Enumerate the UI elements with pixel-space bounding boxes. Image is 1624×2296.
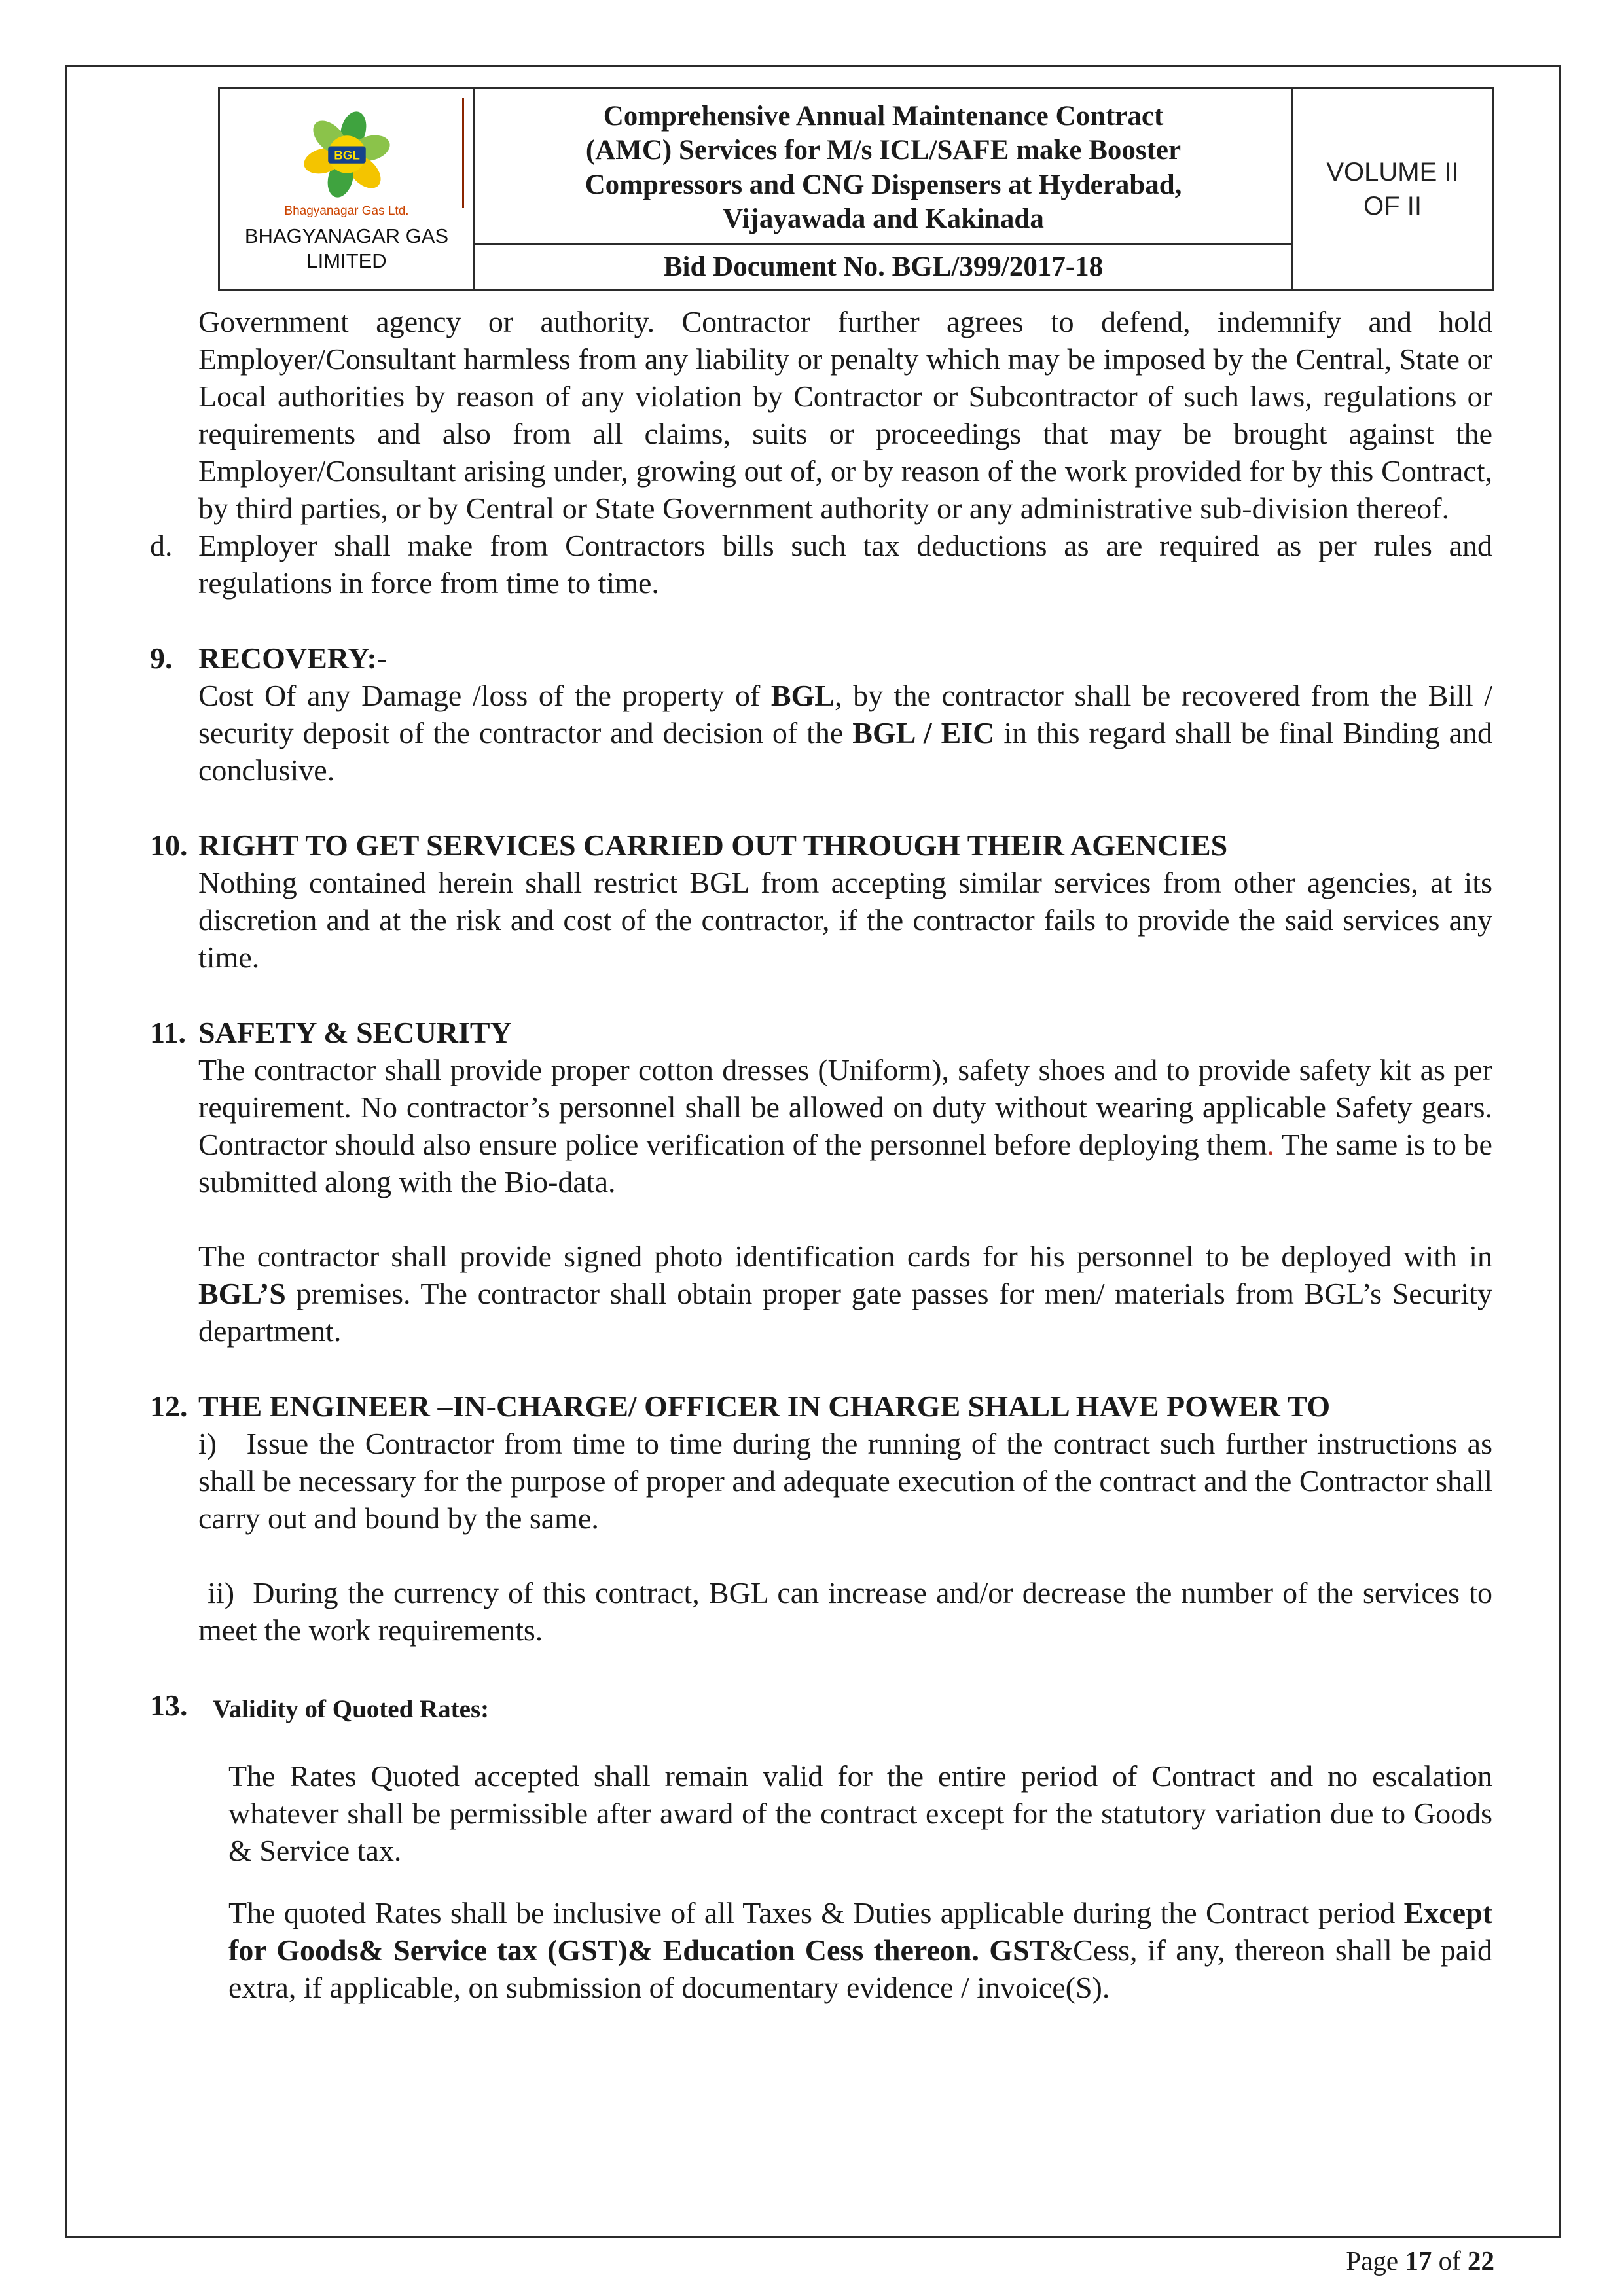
text-run: premises. The contractor shall obtain proper gate passes for men/ materials from BGL’s Security department. bbox=[198, 1276, 1492, 1348]
logo-divider-rule bbox=[462, 98, 464, 208]
list-item-label: d. bbox=[150, 528, 173, 562]
document-header bbox=[218, 87, 1494, 291]
section-title: RIGHT TO GET SERVICES CARRIED OUT THROUGH THEIR AGENCIES bbox=[198, 828, 1228, 862]
section-9-heading bbox=[150, 639, 1492, 677]
text-run: , by the contractor shall be recovered from the Bill / security deposit of the contractor and decision of the bbox=[198, 678, 1492, 749]
section-number: 12. bbox=[150, 1389, 188, 1423]
section-9-paragraph bbox=[198, 677, 1492, 789]
text-run: in this regard shall be final Binding and conclusive. bbox=[198, 715, 1492, 787]
document-title bbox=[475, 89, 1291, 243]
section-10-heading bbox=[150, 827, 1492, 864]
title-line: Comprehensive Annual Maintenance Contract bbox=[603, 101, 1164, 132]
section-11-heading bbox=[150, 1014, 1492, 1051]
bid-document-number: Bid Document No. BGL/399/2017-18 bbox=[475, 243, 1291, 289]
footer-text: Page bbox=[1346, 2246, 1405, 2276]
section-title: SAFETY & SECURITY bbox=[198, 1015, 512, 1049]
list-item-d bbox=[150, 527, 1492, 601]
text-run: The contractor shall provide signed photo identification cards for his personnel to be deployed with in bbox=[198, 1239, 1492, 1273]
footer-text: of bbox=[1432, 2246, 1468, 2276]
section-12-paragraph-2: ii) During the currency of this contract, BGL can increase and/or decrease the number of the services to meet the work requirements. bbox=[198, 1575, 1492, 1647]
text-run-bold: Except for Goods& Service tax (GST)& Education Cess thereon. GST bbox=[228, 1895, 1492, 1967]
page-footer bbox=[1346, 2245, 1494, 2276]
section-13-paragraph-1: The Rates Quoted accepted shall remain valid for the entire period of Contract and no escalation whatever shall be permissible after award of the contract except for the statutory variation due to Goods & Service tax. bbox=[228, 1759, 1492, 1867]
list-item-text: Employer shall make from Contractors bills such tax deductions as are required as per rules and regulations in force from time to time. bbox=[198, 528, 1492, 600]
volume-line: VOLUME II bbox=[1326, 157, 1459, 187]
text-run: The same is to be submitted along with the Bio-data. bbox=[198, 1127, 1492, 1198]
section-10-paragraph: Nothing contained herein shall restrict BGL from accepting similar services from other agencies, at its discretion and at the risk and cost of the contractor, if the contractor fails to provide the said services any time. bbox=[198, 865, 1492, 974]
section-13-heading bbox=[150, 1687, 1492, 1728]
header-row bbox=[219, 88, 1493, 291]
text-run: The quoted Rates shall be inclusive of all Taxes & Duties applicable during the Contract period bbox=[228, 1895, 1404, 1929]
text-run: Cost Of any Damage /loss of the property of bbox=[198, 678, 771, 712]
section-11-paragraph-2 bbox=[198, 1238, 1492, 1350]
text-run-bold: BGL / EIC bbox=[852, 715, 995, 749]
title-line: Vijayawada and Kakinada bbox=[723, 204, 1044, 235]
section-13-paragraph-2 bbox=[228, 1894, 1492, 2006]
text-run-bold: BGL bbox=[770, 678, 835, 712]
section-number: 13. bbox=[150, 1688, 188, 1722]
volume-cell bbox=[1293, 88, 1493, 291]
section-11-paragraph-1 bbox=[198, 1051, 1492, 1200]
section-number: 10. bbox=[150, 828, 188, 862]
title-line: Compressors and CNG Dispensers at Hyderabad, bbox=[585, 169, 1182, 200]
text-run: &Cess, if any, thereon shall be paid extra, if applicable, on submission of documentary evidence / invoice(S). bbox=[228, 1933, 1493, 2004]
title-cell bbox=[475, 88, 1293, 291]
page-number: 17 bbox=[1405, 2246, 1432, 2276]
logo-caption: Bhagyanagar Gas Ltd. bbox=[284, 204, 409, 218]
section-number: 9. bbox=[150, 641, 173, 675]
section-title: Validity of Quoted Rates: bbox=[213, 1695, 490, 1723]
title-line: (AMC) Services for M/s ICL/SAFE make Booster bbox=[585, 135, 1182, 166]
page-total: 22 bbox=[1468, 2246, 1494, 2276]
continuation-paragraph: Government agency or authority. Contractor further agrees to defend, indemnify and hold Employer/Consultant harmless from any liability or penalty which may be imposed by the Central, State or Local authorities by reason of any violation by Contractor or Subcontractor of such laws, regulations or requirements and also from all claims, suits or proceedings that may be brought against the Employer/Consultant arising under, growing out of, or by reason of the work provided for by this Contract, by third parties, or by Central or State Government authority or any administrative sub-division thereof. bbox=[198, 304, 1492, 525]
logo-monogram: BGL bbox=[333, 148, 360, 162]
text-run-bold: BGL’S bbox=[198, 1276, 286, 1310]
volume-line: OF II bbox=[1363, 191, 1422, 221]
section-title: RECOVERY:- bbox=[198, 641, 388, 675]
logo-cell bbox=[219, 88, 475, 291]
bgl-logo-icon bbox=[298, 105, 396, 204]
company-name: BHAGYANAGAR GAS LIMITED bbox=[244, 224, 449, 273]
section-title: THE ENGINEER –IN-CHARGE/ OFFICER IN CHARGE SHALL HAVE POWER TO bbox=[198, 1389, 1331, 1423]
section-12-heading bbox=[150, 1388, 1492, 1425]
document-body bbox=[67, 291, 1559, 2006]
section-number: 11. bbox=[150, 1015, 186, 1049]
text-run: The contractor shall provide proper cotton dresses (Uniform), safety shoes and to provide safety kit as per requirement. No contractor’s personnel shall be allowed on duty without wearing applicable Safety gears. Contractor should also ensure police verification of the personnel before deploying them bbox=[198, 1052, 1492, 1161]
page-border bbox=[65, 65, 1561, 2238]
text-run-red: . bbox=[1267, 1127, 1274, 1161]
section-12-paragraph-1: i) Issue the Contractor from time to time during the running of the contract such further instructions as shall be necessary for the purpose of proper and adequate execution of the contract and the Contractor shall carry out and bound by the same. bbox=[198, 1426, 1492, 1535]
